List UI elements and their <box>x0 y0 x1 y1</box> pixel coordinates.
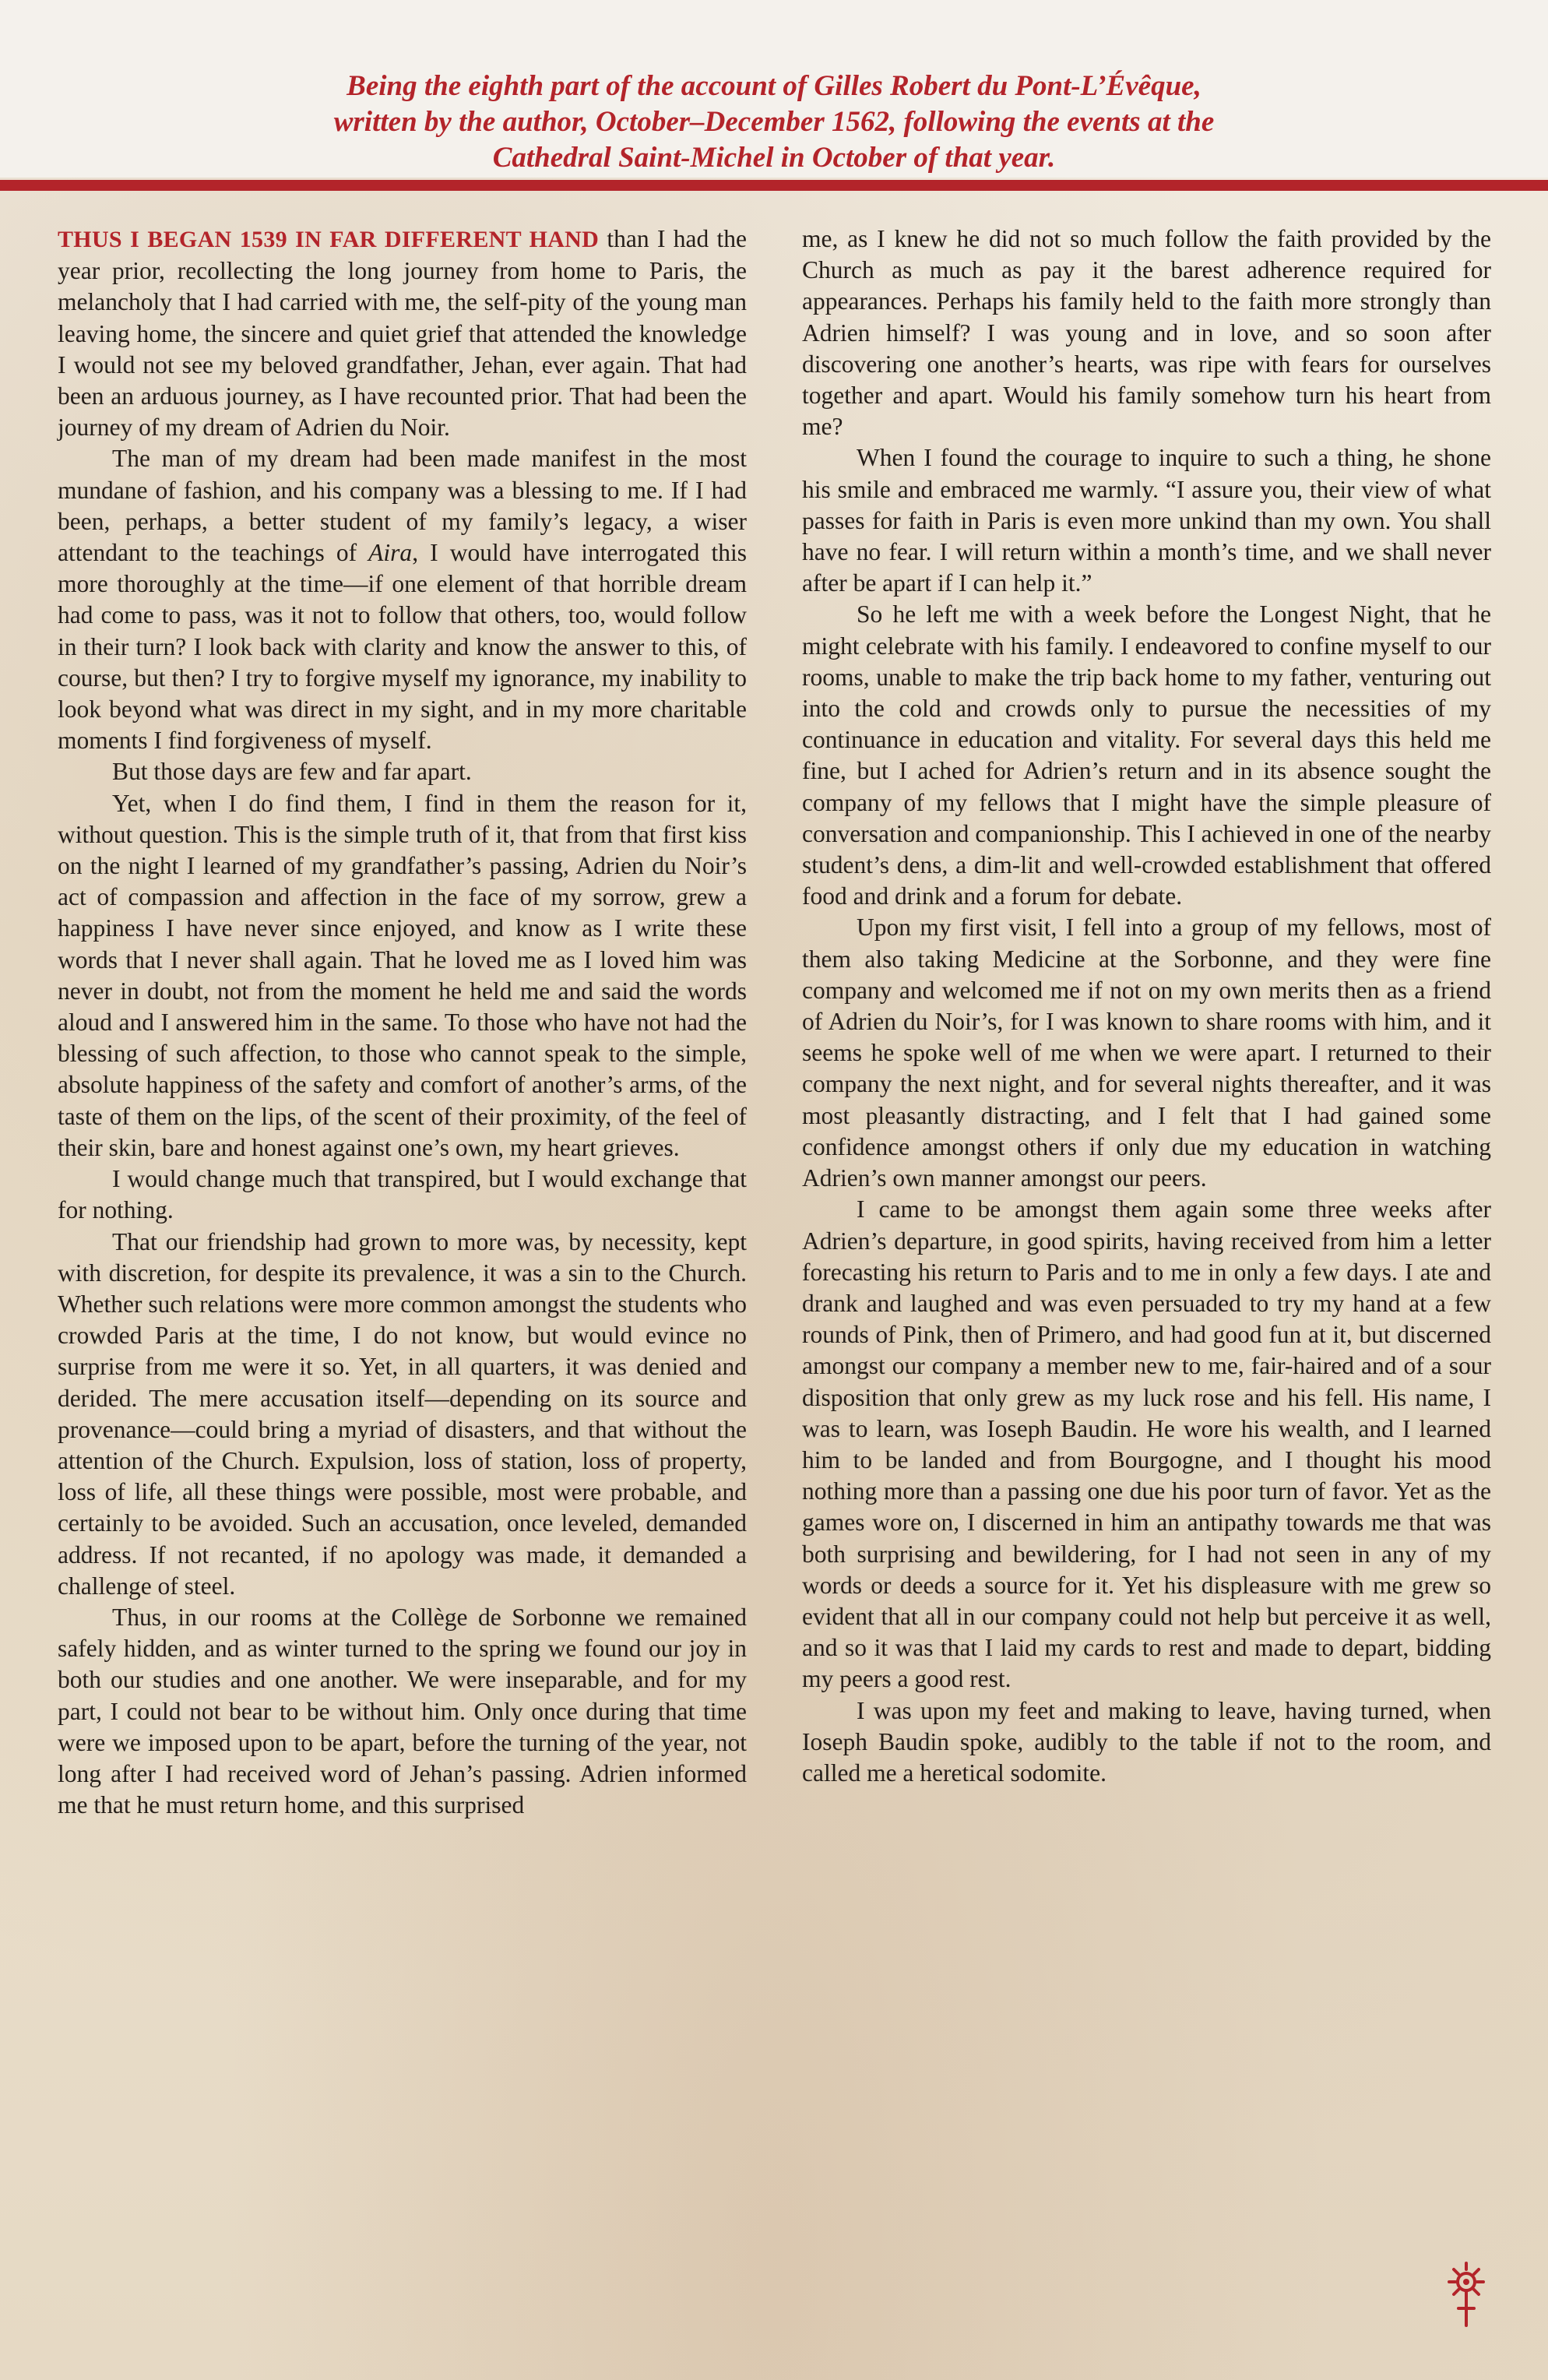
sun-sigil-icon <box>1443 2260 1490 2330</box>
emphasis-text: Aira <box>368 539 413 567</box>
paragraph: But those days are few and far apart. <box>112 758 472 786</box>
header-band <box>0 0 1548 178</box>
right-column <box>802 224 1491 1789</box>
paragraph: So he left me with a week before the Longest Night, that he might celebrate with his family. I endeavored to confine myself to our rooms, unable to make the trip back home to my father, venturing out into the cold and crowds only to pursue the necessities of my continuance in education and vitality. For several days this held me fine, but I ached for Adrien’s return and in its absence sought the company of my fellows that I might have the simple pleasure of conversation and companionship. This I achieved in one of the nearby student’s dens, a dim-lit and well-crowded establishment that offered food and drink and a forum for debate. <box>802 600 1491 910</box>
paragraph: I came to be amongst them again some three weeks after Adrien’s departure, in good spirits, having received from him a letter forecasting his return to Paris and to me in only a few days. I ate and drank and laughed and was even persuaded to try my hand at a few rounds of Pink, then of Primero, and had good fun at it, but discerned amongst our company a member new to me, fair-haired and of a sour disposition that only grew as my luck rose and his fell. His name, I was to learn, was Ioseph Baudin. He wore his wealth, and I learned him to be landed and from Bourgogne, and I thought his mood nothing more than a passing one due his poor turn of favor. Yet as the games wore on, I discerned in him an antipathy towards me that was both surprising and bewildering, for I had not seen in any of my words or deeds a source for it. Yet his displeasure with me grew so evident that all in our company could not help but perceive it as well, and so it was that I laid my cards to rest and made to depart, bidding my peers a good rest. <box>802 1195 1491 1693</box>
paragraph: Yet, when I do find them, I find in them the reason for it, without question. This is the simple truth of it, that from that first kiss on the night I learned of my grandfather’s passing, Adrien du Noir’s act of compassion and affection in the face of my sorrow, grew a happiness I have never since enjoyed, and know as I write these words that I never shall again. That he loved me as I loved him was never in doubt, not from the moment he held me and said the words aloud and I answered him in the same. To those who have not had the blessing of such affection, to those who cannot speak to the simple, absolute happiness of the safety and comfort of another’s arms, of the taste of them on the lips, of the scent of their proximity, of the feel of their skin, bare and honest against one’s own, my heart grieves. <box>58 789 747 1161</box>
header-line-1: Being the eighth part of the account of Gilles Robert du Pont-L’Évêque, <box>347 70 1201 102</box>
header-line-2: written by the author, October–December 1562, following the events at the <box>333 106 1215 138</box>
header-subtitle <box>125 69 1423 176</box>
paragraph-text: , I would have interrogated this more thoroughly at the time—if one element of that horrible dream had come to pass, was it not to follow that others, too, would follow in their turn? I look back with clarity and know the answer to this, of course, but then? I try to forgive myself my ignorance, my inability to look beyond what was direct in my sight, and in my more charitable moments I find forgiveness of myself. <box>58 539 747 755</box>
left-column <box>58 224 747 1821</box>
paragraph: Thus, in our rooms at the Collège de Sorbonne we remained safely hidden, and as winter turned to the spring we found our joy in both our studies and one another. We were inseparable, and for my part, I could not bear to be without him. Only once during that time were we imposed upon to be apart, before the turning of the year, not long after I had received word of Jehan’s passing. Adrien informed me that he must return home, and this surprised <box>58 1603 747 1819</box>
paragraph <box>58 443 747 756</box>
lead-in: THUS I BEGAN 1539 IN FAR DIFFERENT HAND <box>58 227 600 252</box>
paragraph: I would change much that transpired, but I would exchange that for nothing. <box>58 1165 747 1224</box>
paragraph-text: than I had the year prior, recollecting the long journey from home to Paris, the melancholy that I had carried with me, the self-pity of the young man leaving home, the sincere and quiet grief that attended the knowledge I would not see my beloved grandfather, Jehan, ever again. That had been an arduous journey, as I have recounted prior. That had been the journey of my dream of Adrien du Noir. <box>58 225 747 442</box>
paragraph: Upon my first visit, I fell into a group of my fellows, most of them also taking Medicine at the Sorbonne, and they were fine company and welcomed me if not on my own merits then as a friend of Adrien du Noir’s, for I was known to share rooms with him, and it seems he spoke well of me when we were apart. I returned to their company the next night, and for several nights thereafter, and it was most pleasantly distracting, and I felt that I had gained some confidence amongst others if only due my education in watching Adrien’s own manner amongst our peers. <box>802 914 1491 1192</box>
paragraph: That our friendship had grown to more was, by necessity, kept with discretion, for despite its prevalence, it was a sin to the Church. Whether such relations were more common amongst the students who crowded Paris at the time, I do not know, but would evince no surprise from me were it so. Yet, in all quarters, it was denied and derided. The mere accusation itself—depending on its source and provenance—could bring a myriad of disasters, and that without the attention of the Church. Expulsion, loss of station, loss of property, loss of life, all these things were possible, most were probable, and certainly to be avoided. Such an accusation, once leveled, demanded address. If not recanted, if no apology was made, it demanded a challenge of steel. <box>58 1227 747 1600</box>
paragraph <box>58 224 747 443</box>
paragraph: When I found the courage to inquire to such a thing, he shone his smile and embraced me warmly. “I assure you, their view of what passes for faith in Paris is even more unkind than my own. You shall have no fear. I will return within a month’s time, and we shall never after be apart if I can help it.” <box>802 444 1491 597</box>
paragraph: me, as I knew he did not so much follow the faith provided by the Church as much as pay it the barest adherence required for appearances. Perhaps his family held to the faith more strongly than Adrien himself? I was young and in love, and so soon after discovering one another’s hearts, was ripe with fears for ourselves together and apart. Would his family somehow turn his heart from me? <box>802 225 1491 441</box>
paragraph: I was upon my feet and making to leave, having turned, when Ioseph Baudin spoke, audibly to the table if not to the room, and called me a heretical sodomite. <box>802 1696 1491 1787</box>
header-divider <box>0 180 1548 191</box>
header-line-3: Cathedral Saint-Michel in October of that year. <box>492 142 1056 174</box>
paragraph-text: The man of my dream had been made manifest in the most mundane of fashion, and his company was a blessing to me. If I had been, perhaps, a better student of my family’s legacy, a wiser attendant to the teachings of <box>58 445 747 567</box>
